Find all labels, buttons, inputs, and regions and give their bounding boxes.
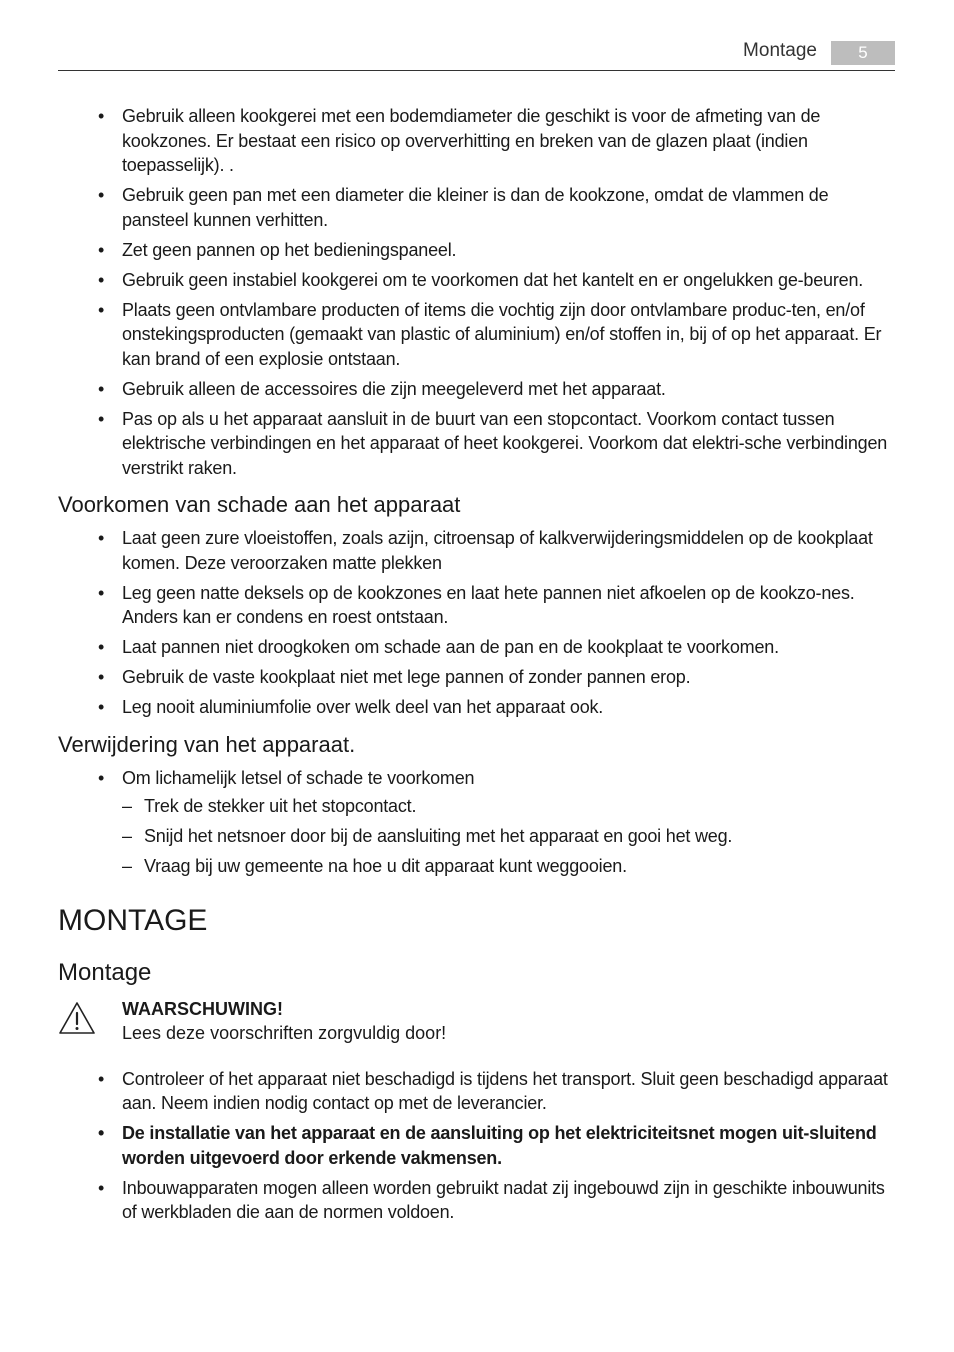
bullet: • bbox=[98, 1068, 105, 1089]
bullet: • bbox=[98, 582, 105, 603]
list-item: – Snijd het netsnoer door bij de aansluiting met het apparaat en gooi het weg. bbox=[144, 824, 898, 849]
list-item: • Leg nooit aluminiumfolie over welk deel van het apparaat ook. bbox=[122, 695, 898, 720]
bullet: • bbox=[98, 185, 105, 205]
damage-list bbox=[58, 526, 898, 720]
bullet: • bbox=[98, 378, 105, 399]
bullet: • bbox=[98, 106, 105, 126]
bullet: • bbox=[98, 767, 105, 788]
list-item: • Laat geen zure vloeistoffen, zoals azijn, citroensap of kalkverwijderingsmiddelen op de kookplaat komen. Deze veroorzaken matte plekken bbox=[98, 528, 873, 573]
chapter-title: MONTAGE bbox=[58, 903, 208, 937]
list-item: • Laat pannen niet droogkoken om schade aan de pan en de kookplaat te voorkomen. bbox=[122, 635, 898, 660]
bullet: • bbox=[98, 299, 105, 320]
dash: – bbox=[122, 826, 132, 846]
list-item: • Gebruik geen instabiel kookgerei om te voorkomen dat het kantelt en er ongelukken ge-beuren. bbox=[122, 268, 898, 293]
bullet: • bbox=[98, 667, 105, 687]
removal-heading: Verwijdering van het apparaat. bbox=[58, 731, 356, 757]
removal-list bbox=[58, 766, 898, 791]
list-item: • Pas op als u het apparaat aansluit in de buurt van een stopcontact. Voorkom contact tussen elektrische verbindingen en het apparaat of heet kookgerei. Voorkom dat elektri-sche verbindingen verstrikt raken. bbox=[98, 408, 888, 478]
bullet: • bbox=[98, 269, 105, 290]
list-item: • Plaats geen ontvlambare producten of items die vochtig zijn door ontvlambare produc-ten, en/of onstekingsproducten (gemaakt van plastic of aluminium) en/of stoffen in, bij of op het apparaat. Er kan brand of een explosie ontstaan. bbox=[98, 299, 882, 369]
list-item: • Gebruik alleen de accessoires die zijn meegeleverd met het apparaat. bbox=[122, 377, 898, 402]
damage-heading: Voorkomen van schade aan het apparaat bbox=[58, 492, 461, 517]
page-number: 5 bbox=[831, 41, 895, 65]
list-item: • Inbouwapparaten mogen alleen worden gebruikt nadat zij ingebouwd zijn in geschikte inbouwunits of werkbladen die aan de normen voldoen. bbox=[98, 1177, 885, 1222]
list-item: • Gebruik alleen kookgerei met een bodemdiameter die geschikt is voor de afmeting van de kookzones. Er bestaat een risico op oververhitting en breken van de glazen plaat (indien toepasselijk). . bbox=[98, 106, 821, 175]
bullet: • bbox=[98, 239, 105, 260]
list-item: • Om lichamelijk letsel of schade te voorkomen bbox=[122, 766, 898, 791]
list-item: • Gebruik de vaste kookplaat niet met lege pannen of zonder pannen erop. bbox=[122, 665, 898, 690]
list-item: • De installatie van het apparaat en de aansluiting op het elektriciteitsnet mogen uit-sluitend worden uitgevoerd door erkende vakmensen. bbox=[98, 1123, 877, 1168]
list-item: • Gebruik geen pan met een diameter die kleiner is dan de kookzone, omdat de vlammen de pansteel kunnen verhitten. bbox=[98, 185, 829, 230]
bullet: • bbox=[98, 1177, 105, 1198]
bullet: • bbox=[98, 637, 105, 657]
list-item: • Zet geen pannen op het bedieningspaneel. bbox=[122, 238, 898, 263]
list-item: • Leg geen natte deksels op de kookzones en laat hete pannen niet afkoelen op de kookzo-nes. Anders kan er condens en roest ontstaan. bbox=[98, 582, 855, 627]
page-content bbox=[58, 104, 898, 1230]
bullet: • bbox=[98, 1123, 105, 1143]
section-title: Montage bbox=[58, 958, 152, 986]
removal-steps bbox=[58, 794, 898, 879]
header-title: Montage bbox=[743, 40, 817, 61]
warning-box bbox=[58, 997, 898, 1045]
warning-text: Lees deze voorschriften zorgvuldig door! bbox=[122, 1022, 447, 1043]
bullet: • bbox=[98, 528, 105, 548]
bullet: • bbox=[98, 697, 105, 717]
bullet: • bbox=[98, 408, 105, 429]
montage-list bbox=[58, 1067, 898, 1225]
list-item: – Vraag bij uw gemeente na hoe u dit apparaat kunt weggooien. bbox=[144, 854, 898, 879]
dash: – bbox=[122, 856, 132, 876]
warning-triangle-icon bbox=[58, 1001, 96, 1035]
list-item: – Trek de stekker uit het stopcontact. bbox=[144, 794, 898, 819]
warning-title: WAARSCHUWING! bbox=[122, 998, 283, 1019]
safety-list bbox=[58, 104, 898, 480]
dash: – bbox=[122, 796, 132, 816]
page-header bbox=[58, 38, 895, 71]
list-item: • Controleer of het apparaat niet beschadigd is tijdens het transport. Sluit geen beschadigd apparaat aan. Neem indien nodig contact op met de leverancier. bbox=[98, 1068, 888, 1113]
